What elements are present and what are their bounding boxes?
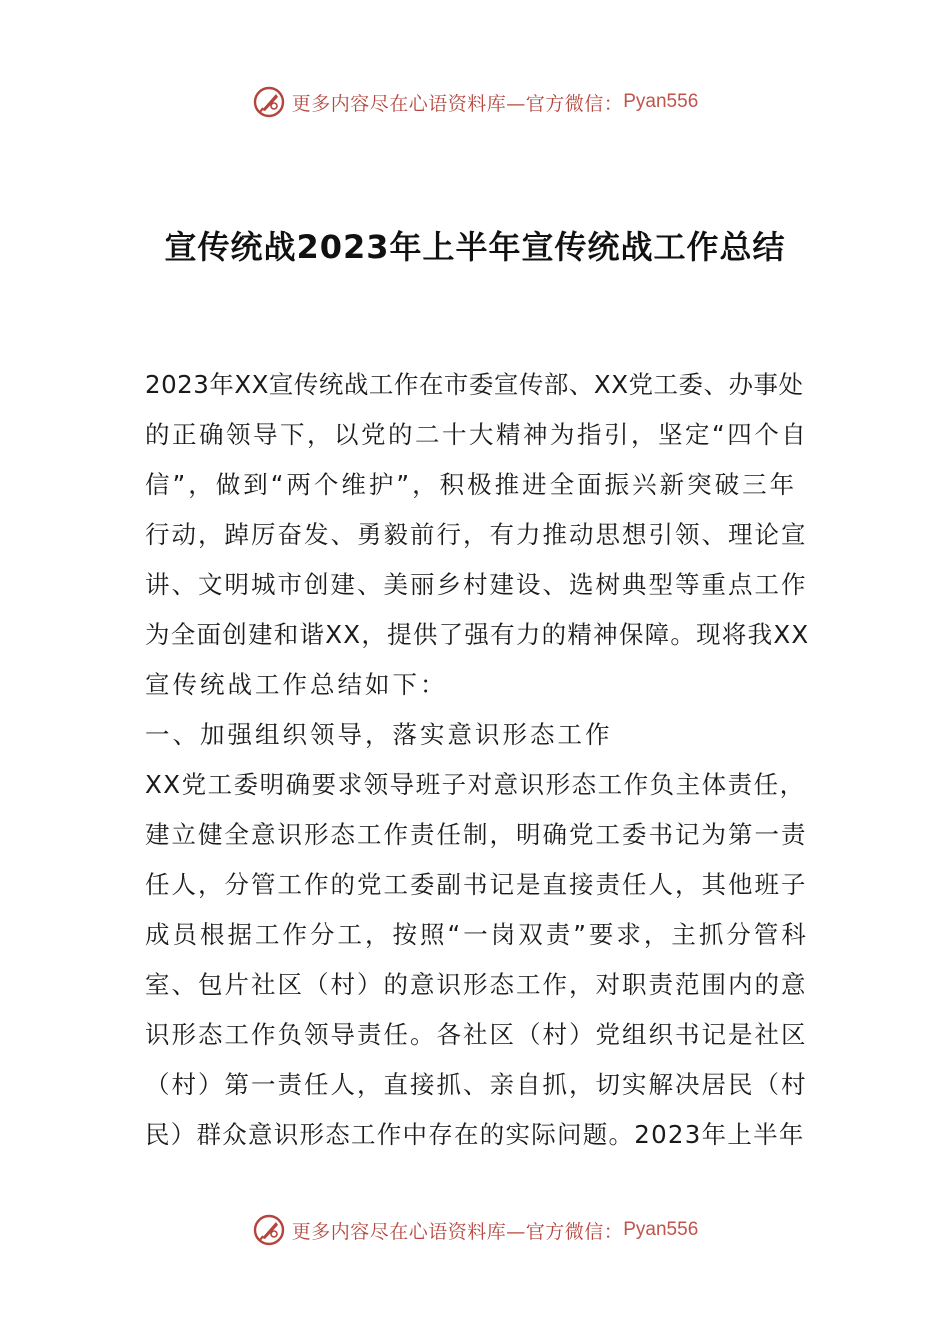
document-body xyxy=(145,360,810,1160)
watermark-text: 更多内容尽在心语资料库—官方微信： xyxy=(291,1220,624,1243)
paragraph-line: 行动，踔厉奋发、勇毅前行，有力推动思想引领、理论宣 xyxy=(145,520,808,549)
paragraph-line: 讲、文明城市创建、美丽乡村建设、选树典型等重点工作 xyxy=(145,570,808,599)
section-line: 成员根据工作分工，按照“一岗双责”要求，主抓分管科 xyxy=(145,920,809,949)
paragraph-line: 2023年XX宣传统战工作在市委宣传部、XX党工委、办事处 xyxy=(145,370,804,399)
section-line: 民）群众意识形态工作中存在的实际问题。2023年上半年 xyxy=(145,1120,805,1149)
document-title: 宣传统战2023年上半年宣传统战工作总结 xyxy=(164,228,786,266)
section-line: 识形态工作负领导责任。各社区（村）党组织书记是社区 xyxy=(145,1020,808,1049)
section-heading: 一、加强组织领导，落实意识形态工作 xyxy=(145,720,613,749)
watermark-banner-bottom xyxy=(0,1210,950,1250)
paragraph-line: 信”，做到“两个维护”，积极推进全面振兴新突破三年 xyxy=(145,470,798,499)
quill-logo-icon xyxy=(252,1213,286,1247)
paragraph-line: 为全面创建和谐XX，提供了强有力的精神保障。现将我XX xyxy=(145,620,810,649)
section-line: 任人，分管工作的党工委副书记是直接责任人，其他班子 xyxy=(145,870,808,899)
quill-logo-icon xyxy=(252,85,286,119)
watermark-id: Pyan556 xyxy=(623,91,699,112)
section-line: 建立健全意识形态工作责任制，明确党工委书记为第一责 xyxy=(145,820,808,849)
paragraph-line: 宣传统战工作总结如下： xyxy=(145,670,448,699)
watermark-text: 更多内容尽在心语资料库—官方微信： xyxy=(291,92,624,115)
watermark-banner-top xyxy=(0,82,950,122)
section-line: XX党工委明确要求领导班子对意识形态工作负主体责任， xyxy=(145,770,806,799)
section-line: 室、包片社区（村）的意识形态工作，对职责范围内的意 xyxy=(145,970,808,999)
paragraph-line: 的正确领导下，以党的二十大精神为指引，坚定“四个自 xyxy=(145,420,809,449)
watermark-id: Pyan556 xyxy=(623,1219,699,1240)
section-line: （村）第一责任人，直接抓、亲自抓，切实解决居民（村 xyxy=(145,1070,808,1099)
